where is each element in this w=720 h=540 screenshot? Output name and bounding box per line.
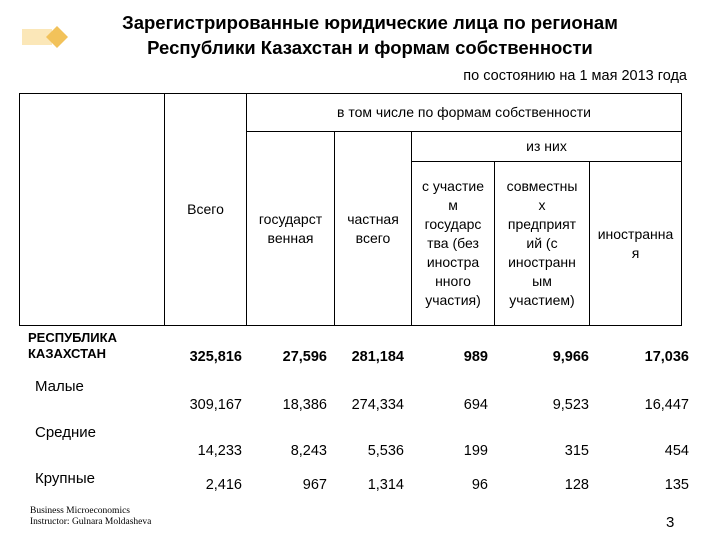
cell-joint: 315 bbox=[564, 443, 589, 459]
footer-credits bbox=[30, 506, 151, 528]
header-joint-ventures: совместны х предприят ий (с иностранн ым участием) bbox=[495, 162, 590, 326]
header-state: государст венная bbox=[247, 132, 335, 326]
footer-course: Business Microeconomics bbox=[30, 506, 131, 516]
title-line-2: Республики Казахстан и формам собственности bbox=[147, 37, 593, 58]
cell-joint: 9,523 bbox=[552, 397, 589, 413]
row-label-large: Крупные bbox=[35, 470, 95, 487]
page-number: 3 bbox=[666, 514, 675, 531]
cell-state: 967 bbox=[302, 477, 327, 493]
header-foreign: иностранна я bbox=[590, 162, 682, 326]
row-label-kazakhstan: РЕСПУБЛИКА КАЗАХСТАН bbox=[28, 330, 117, 361]
cell-joint: 128 bbox=[564, 477, 589, 493]
cell-state: 18,386 bbox=[282, 397, 327, 413]
cell-total: 2,416 bbox=[205, 477, 242, 493]
cell-foreign: 454 bbox=[664, 443, 689, 459]
cell-private: 281,184 bbox=[351, 349, 404, 365]
row-label-small: Малые bbox=[35, 378, 84, 395]
cell-state: 27,596 bbox=[282, 349, 327, 365]
footer-instructor: Instructor: Gulnara Moldasheva bbox=[30, 517, 152, 527]
cell-state-participation: 96 bbox=[471, 477, 488, 493]
row-label-medium: Средние bbox=[35, 424, 96, 441]
header-private-total: частная всего bbox=[335, 132, 412, 326]
cell-private: 5,536 bbox=[367, 443, 404, 459]
header-state-participation: с участие м государс тва (без иностра нного участия) bbox=[412, 162, 495, 326]
header-total: Всего bbox=[165, 94, 247, 326]
as-of-date: по состоянию на 1 мая 2013 года bbox=[463, 68, 687, 84]
cell-private: 274,334 bbox=[351, 397, 404, 413]
cell-foreign: 135 bbox=[664, 477, 689, 493]
cell-joint: 9,966 bbox=[552, 349, 589, 365]
cell-state: 8,243 bbox=[290, 443, 327, 459]
header-of-them: из них bbox=[412, 132, 682, 162]
diamond-logo-icon bbox=[22, 22, 72, 52]
header-by-ownership: в том числе по формам собственности bbox=[247, 94, 682, 132]
cell-total: 14,233 bbox=[197, 443, 242, 459]
data-table bbox=[19, 93, 682, 326]
empty-header-cell bbox=[20, 94, 165, 326]
cell-state-participation: 989 bbox=[463, 349, 488, 365]
cell-foreign: 17,036 bbox=[644, 349, 689, 365]
cell-state-participation: 199 bbox=[463, 443, 488, 459]
page-title bbox=[70, 10, 670, 60]
cell-foreign: 16,447 bbox=[644, 397, 689, 413]
cell-state-participation: 694 bbox=[463, 397, 488, 413]
title-line-1: Зарегистрированные юридические лица по регионам bbox=[122, 12, 618, 33]
cell-total: 309,167 bbox=[189, 397, 242, 413]
cell-private: 1,314 bbox=[367, 477, 404, 493]
cell-total: 325,816 bbox=[189, 349, 242, 365]
